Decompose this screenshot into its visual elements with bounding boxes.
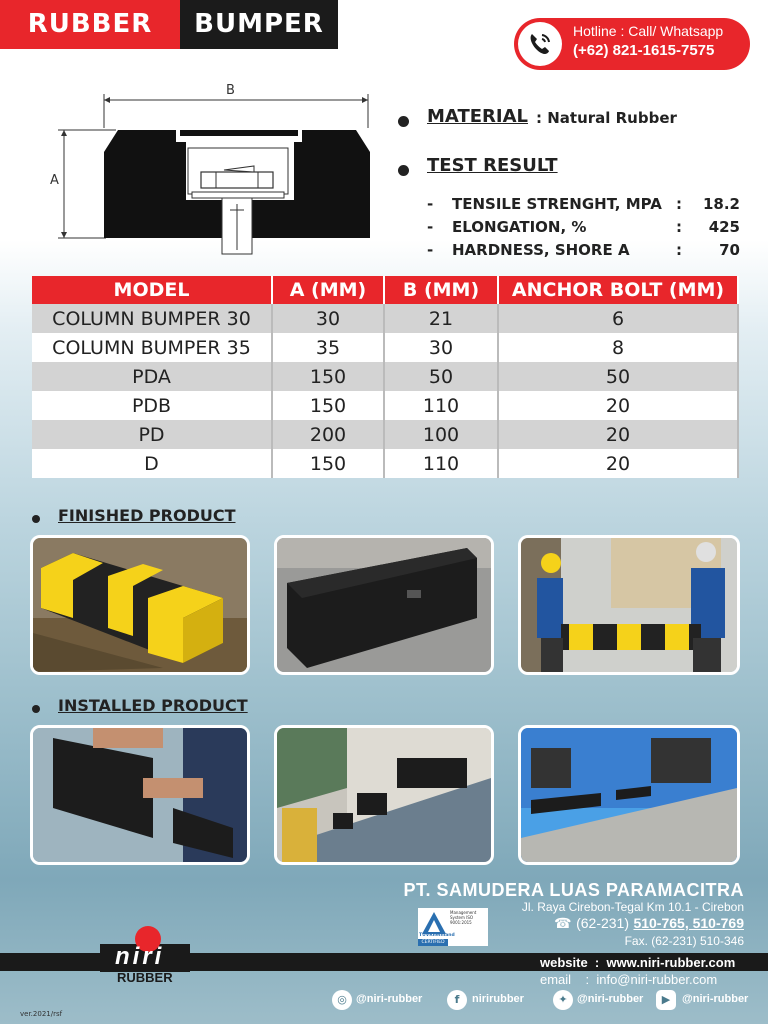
cell-model: D (32, 449, 272, 478)
company-address: Jl. Raya Cirebon-Tegal Km 10.1 - Cirebon (521, 900, 744, 914)
test-name-tensile: TENSILE STRENGHT, MPA (452, 195, 662, 213)
table-row (32, 391, 738, 420)
cell-a: 30 (272, 304, 384, 333)
installed-photo-2 (274, 725, 494, 865)
phone-icon: ☎ (554, 915, 572, 931)
social-youtube[interactable]: @niri-rubber (682, 993, 749, 1005)
header-a: A (MM) (272, 276, 384, 304)
test-name-hardness: HARDNESS, SHORE A (452, 241, 630, 259)
diagram-label-a: A (50, 173, 59, 188)
table-row (32, 420, 738, 449)
bullet-icon (398, 116, 409, 127)
test-value-elongation: 425 (708, 218, 740, 236)
cell-anchor: 20 (498, 391, 738, 420)
certification-badge (418, 908, 488, 946)
certification-sub: CERTIFIED (418, 939, 448, 946)
certification-text: Management System ISO 9001:2015 (450, 910, 477, 925)
instagram-icon[interactable]: ◎ (332, 990, 352, 1010)
test-colon: : (676, 218, 682, 236)
cell-anchor: 20 (498, 449, 738, 478)
cell-anchor: 20 (498, 420, 738, 449)
test-name-elongation: ELONGATION, % (452, 218, 587, 236)
cell-b: 100 (384, 420, 498, 449)
installed-product-label: INSTALLED PRODUCT (58, 696, 248, 715)
finished-photo-3 (518, 535, 740, 675)
cell-a: 150 (272, 391, 384, 420)
table-header-row (32, 276, 738, 304)
table-row (32, 449, 738, 478)
test-dash: - (427, 241, 434, 259)
cell-b: 50 (384, 362, 498, 391)
phone-prefix: (62-231) (576, 915, 629, 931)
test-colon: : (676, 195, 682, 213)
company-fax: Fax. (62-231) 510-346 (624, 934, 744, 948)
test-result-label: TEST RESULT (427, 155, 558, 176)
social-facebook[interactable]: nirirubber (472, 993, 524, 1005)
title-rubber: RUBBER (0, 0, 180, 49)
phone-numbers[interactable]: 510-765, 510-769 (633, 915, 744, 931)
test-value-hardness: 70 (719, 241, 740, 259)
test-dash: - (427, 195, 434, 213)
title-bumper: BUMPER (180, 0, 338, 49)
cell-a: 200 (272, 420, 384, 449)
test-value-tensile: 18.2 (702, 195, 740, 213)
facebook-icon[interactable]: f (447, 990, 467, 1010)
cell-anchor: 50 (498, 362, 738, 391)
test-colon: : (676, 241, 682, 259)
cell-b: 30 (384, 333, 498, 362)
hotline-number[interactable]: (+62) 821-1615-7575 (573, 42, 715, 59)
cell-model: COLUMN BUMPER 35 (32, 333, 272, 362)
finished-photo-2 (274, 535, 494, 675)
installed-photo-1 (30, 725, 250, 865)
hotline-label: Hotline : Call/ Whatsapp (573, 23, 724, 39)
bullet-icon (32, 515, 40, 523)
cell-model: COLUMN BUMPER 30 (32, 304, 272, 333)
material-value: : Natural Rubber (536, 109, 677, 127)
logo-niri: niri (115, 943, 165, 970)
header-anchor-bolt: ANCHOR BOLT (MM) (498, 276, 738, 304)
certification-name: TÜVRheinland (419, 933, 455, 938)
bumper-diagram (46, 80, 376, 260)
logo-rubber: RUBBER (117, 970, 173, 985)
cell-a: 35 (272, 333, 384, 362)
company-email[interactable]: email : info@niri-rubber.com (540, 972, 718, 987)
cell-anchor: 6 (498, 304, 738, 333)
spec-table (32, 276, 739, 478)
test-dash: - (427, 218, 434, 236)
cell-a: 150 (272, 362, 384, 391)
bullet-icon (398, 165, 409, 176)
twitter-icon[interactable]: ✦ (553, 990, 573, 1010)
cell-model: PDA (32, 362, 272, 391)
table-row (32, 362, 738, 391)
installed-photo-3 (518, 725, 740, 865)
phone-icon (518, 22, 562, 66)
company-website[interactable]: website : www.niri-rubber.com (540, 955, 736, 970)
social-instagram[interactable]: @niri-rubber (356, 993, 423, 1005)
table-row (32, 333, 738, 362)
version-label: ver.2021/rsf (20, 1010, 63, 1018)
header-b: B (MM) (384, 276, 498, 304)
company-phone (554, 915, 744, 933)
table-row (32, 304, 738, 333)
diagram-label-b: B (226, 83, 235, 98)
header-model: MODEL (32, 276, 272, 304)
cell-b: 110 (384, 449, 498, 478)
youtube-icon[interactable]: ▶ (656, 990, 676, 1010)
cell-b: 21 (384, 304, 498, 333)
bullet-icon (32, 705, 40, 713)
cell-b: 110 (384, 391, 498, 420)
finished-photo-1 (30, 535, 250, 675)
cell-a: 150 (272, 449, 384, 478)
finished-product-label: FINISHED PRODUCT (58, 506, 236, 525)
cell-anchor: 8 (498, 333, 738, 362)
cell-model: PD (32, 420, 272, 449)
cell-model: PDB (32, 391, 272, 420)
company-name: PT. SAMUDERA LUAS PARAMACITRA (403, 880, 744, 900)
material-label: MATERIAL (427, 106, 528, 127)
social-twitter[interactable]: @niri-rubber (577, 993, 644, 1005)
